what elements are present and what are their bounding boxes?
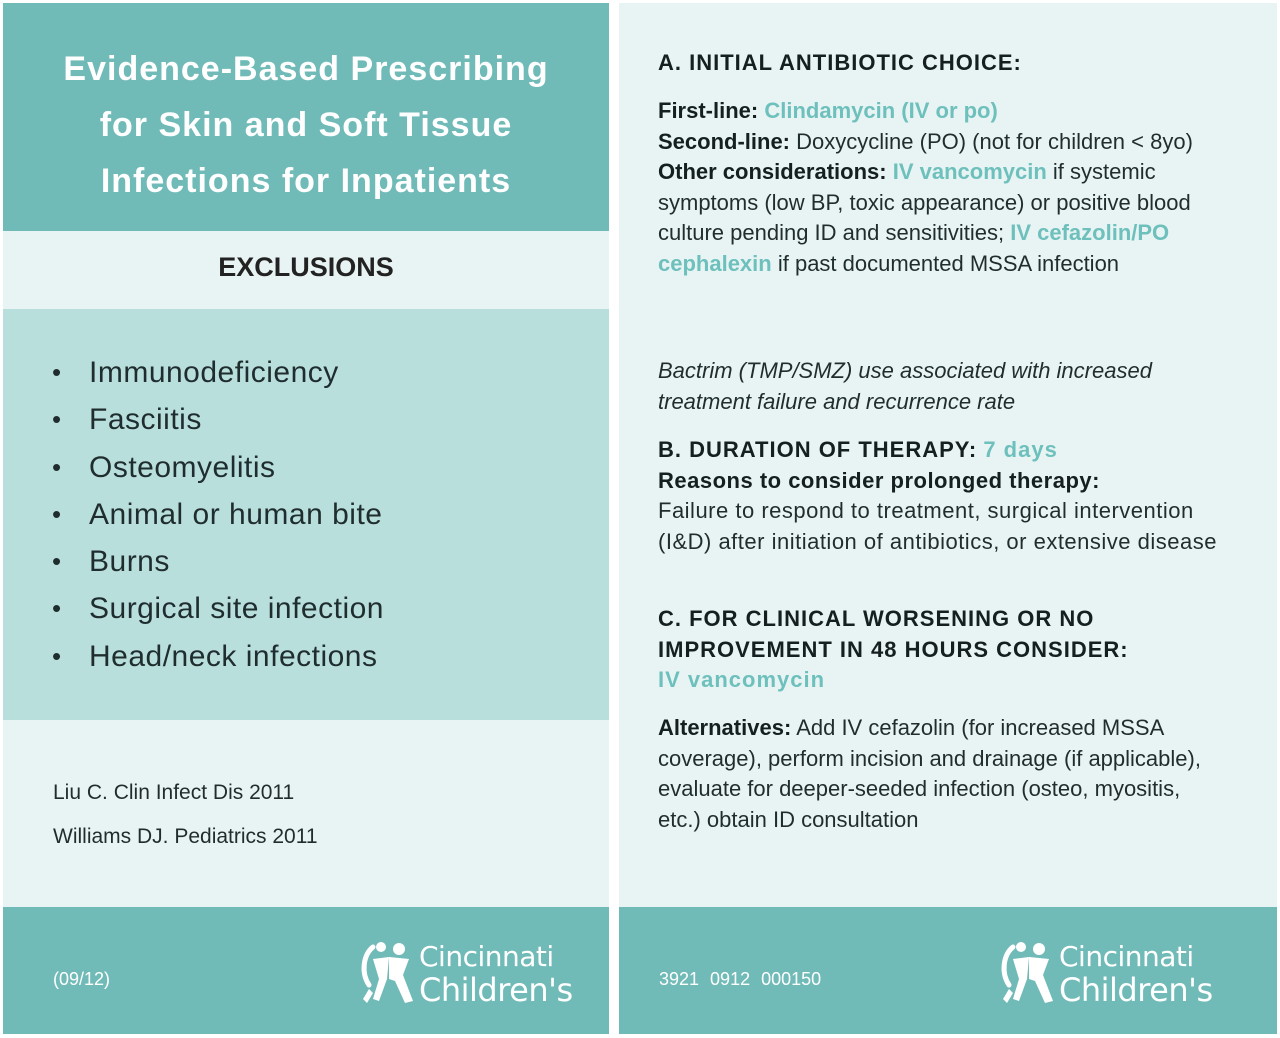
exclusions-panel <box>3 309 609 720</box>
references <box>53 776 318 864</box>
section-c <box>658 604 1228 696</box>
alt-drug: IV cefazolin/PO cephalexin <box>658 220 1170 276</box>
reference: Liu C. Clin Infect Dis 2011 <box>53 781 295 804</box>
bullet-icon: • <box>52 546 62 577</box>
exclusion-label: Burns <box>89 545 170 579</box>
logo-wordmark <box>1059 941 1213 1007</box>
exclusion-label: Immunodeficiency <box>89 356 339 389</box>
other-text: if systemic symptoms (low BP, toxic appearance) or positive blood culture pending ID and sensitivities; <box>658 159 1191 245</box>
exclusion-label: Animal or human bite <box>89 497 383 531</box>
cincinnati-childrens-logo <box>999 939 1213 1009</box>
alternatives <box>658 713 1228 835</box>
date-code: (09/12) <box>53 969 111 989</box>
logo-line: Children's <box>419 971 573 1009</box>
right-card <box>619 3 1277 1034</box>
product-code: 3921 0912 000150 <box>659 969 822 989</box>
section-b-text: Failure to respond to treatment, surgical intervention (I&D) after initiation of antibiotics, or extensive disease <box>658 498 1217 554</box>
bullet-icon: • <box>52 451 62 482</box>
exclusion-item <box>3 538 384 585</box>
cincinnati-childrens-logo <box>359 939 573 1009</box>
section-a-heading: A. INITIAL ANTIBIOTIC CHOICE: <box>658 50 1022 75</box>
section-b <box>658 435 1228 557</box>
section-c-heading: IMPROVEMENT IN 48 HOURS CONSIDER: <box>658 636 1129 662</box>
bactrim-note: Bactrim (TMP/SMZ) use associated with increased treatment failure and recurrence rate <box>658 358 1152 414</box>
alt-text: if past documented MSSA infection <box>777 250 1120 276</box>
exclusion-item <box>3 633 384 680</box>
exclusion-label: Osteomyelitis <box>89 450 276 484</box>
exclusion-label: Fasciitis <box>89 403 202 437</box>
first-line-drug: Clindamycin (IV or po) <box>764 98 998 123</box>
exclusion-item <box>3 396 384 443</box>
first-line-label: First-line: <box>658 98 759 123</box>
second-line-row <box>658 127 1228 158</box>
other-label: Other considerations: <box>658 159 887 184</box>
exclusion-item <box>3 349 384 396</box>
section-c-drug: IV vancomycin <box>658 667 826 692</box>
cincinnati-childrens-logo-icon <box>999 939 1055 1007</box>
exclusion-label: Surgical site infection <box>89 592 384 626</box>
section-b-heading-row <box>658 435 1228 466</box>
first-line-row <box>658 96 1228 127</box>
exclusion-item <box>3 444 384 491</box>
left-footer <box>3 907 609 1034</box>
card-title <box>3 41 609 209</box>
alternatives-label: Alternatives: <box>658 715 792 740</box>
title-line: Infections for Inpatients <box>100 162 512 200</box>
section-a-body <box>658 96 1228 279</box>
logo-line: Cincinnati <box>419 940 554 973</box>
title-line: Evidence-Based Prescribing <box>63 50 549 88</box>
bullet-icon: • <box>52 593 62 624</box>
logo-wordmark <box>419 941 573 1007</box>
bullet-icon: • <box>52 640 62 671</box>
exclusion-item <box>3 585 384 632</box>
duration-value: 7 days <box>983 437 1058 462</box>
exclusions-list <box>3 349 384 680</box>
section-b-heading: B. DURATION OF THERAPY: <box>658 437 978 462</box>
left-card <box>3 3 609 1034</box>
bullet-icon: • <box>52 498 62 529</box>
other-drug: IV vancomycin <box>892 159 1047 184</box>
second-line-drug: Doxycycline (PO) (not for children < 8yo) <box>796 128 1193 154</box>
right-footer <box>619 907 1277 1034</box>
exclusions-title: EXCLUSIONS <box>218 252 394 282</box>
alternatives-text: Add IV cefazolin (for increased MSSA coverage), perform incision and drainage (if applicable), evaluate for deeper-seeded infection (osteo, myositis, etc.) obtain ID consultation <box>658 715 1201 832</box>
exclusion-item <box>3 491 384 538</box>
reference: Williams DJ. Pediatrics 2011 <box>53 825 318 848</box>
logo-line: Cincinnati <box>1059 940 1194 973</box>
title-line: for Skin and Soft Tissue <box>99 106 513 144</box>
section-b-subheading: Reasons to consider prolonged therapy: <box>658 467 1100 493</box>
cincinnati-childrens-logo-icon <box>359 939 415 1007</box>
other-considerations <box>658 157 1228 279</box>
bullet-icon: • <box>52 357 62 387</box>
logo-line: Children's <box>1059 971 1213 1009</box>
exclusion-label: Head/neck infections <box>89 639 378 673</box>
bullet-icon: • <box>52 404 62 435</box>
second-line-label: Second-line: <box>658 128 791 154</box>
section-c-heading: C. FOR CLINICAL WORSENING OR NO <box>658 606 1095 631</box>
title-banner <box>3 3 609 231</box>
exclusions-header <box>3 231 609 309</box>
